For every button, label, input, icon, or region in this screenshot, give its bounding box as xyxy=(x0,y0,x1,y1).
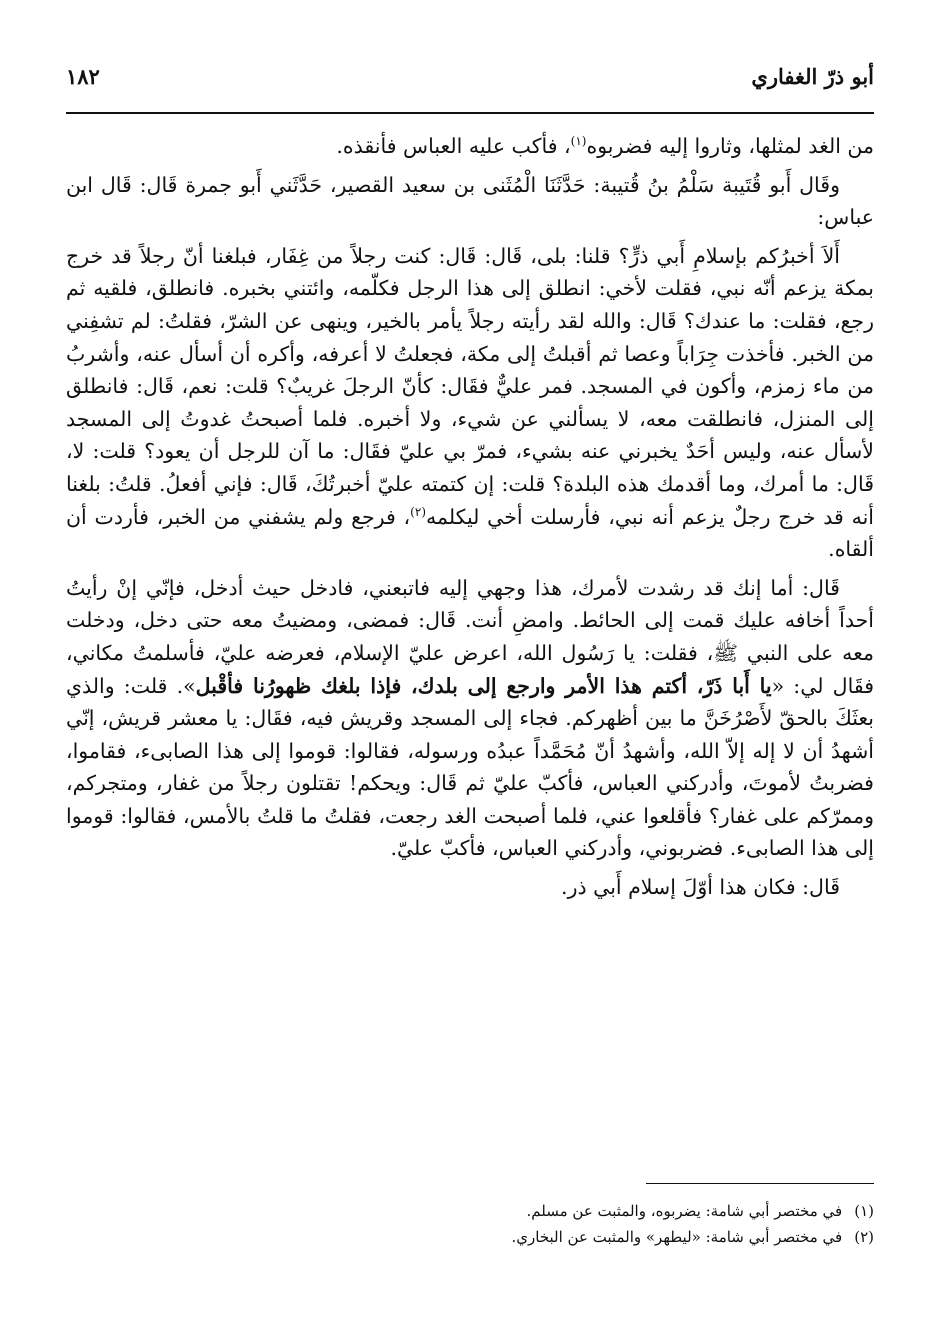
footnote-number: (١) xyxy=(854,1202,874,1220)
footnote-number: (٢) xyxy=(854,1228,874,1246)
paragraph-1: من الغد لمثلها، وثاروا إليه فضربوه$^{(١)}$، فأكب عليه العباس فأنقذه. xyxy=(336,134,874,158)
paragraph-3: أَلاَ أخبرُكم بإسلامِ أَبي ذرٍّ؟ قلنا: بلى، قَال: قَال: كنت رجلاً من غِفَار، فبلغنا أنّ رجلاً قد خرج بمكة يزعم أنّه نبي، فقلت لأخي: انطلق إلى هذا الرجل فكلّمه، وائتني بخبره. فانطلق، فلقيه ثم رجع، فقلت: ما عندك؟ قَال: والله لقد رأيته رجلاً يأمر بالخير، وينهى عن الشرّ، فقلتُ: لم تشفِني من الخبر. فأخذت جِرَاباً وعصا ثم أقبلتُ إلى مكة، فجعلتُ لا أعرفه، وأكره أن أسأل عنه، وأشربُ من ماء زمزم، وأكون في المسجد. فمر عليٌّ فقَال: كأنّ الرجلَ غريبٌ؟ قلت: نعم، قَال: فانطلق إلى المنزل، فانطلقت معه، لا يسألني عن شيء، ولا أخبره. فلما أصبحتُ غدوتُ إلى المسجد لأسأل عنه، وليس أحَدٌ يخبرني عنه بشيء، فمرّ بي عليّ فقَال: ما آن للرجل أن يعود؟ قلت: لا، قَال: ما أمرك، وما أقدمك هذه البلدة؟ قلت: إن كتمته عليّ أخبرتُكَ، قَال: فإني أفعلُ. قلتُ: بلغنا أنه قد خرج رجلٌ يزعم أنه نبي، فأرسلت أخي ليكلمه$^{(٢)}$، فرجع ولم يشفني من الخبر، فأردت أن ألقاه. xyxy=(66,243,874,562)
page-number: ١٨٢ xyxy=(66,64,100,89)
paragraph-2: وقَال أَبو قُتَيبة سَلْمُ بنُ قُتيبة: حَدَّثَنَا الْمُثَنى بن سعيد القصير، حَدَّثَني أَبو جمرة قَال: قَال ابن عباس: xyxy=(66,172,874,230)
footnote-ref-2[interactable]: (٢) xyxy=(410,504,426,519)
footnote-text: في مختصر أبي شامة: يضربوه، والمثبت عن مسلم. xyxy=(526,1202,843,1220)
footnote-1 xyxy=(66,1198,874,1224)
footnote-ref-1[interactable]: (١) xyxy=(570,134,587,149)
header-rule xyxy=(66,112,874,114)
paragraph-4: قَال: أما إنك قد رشدت لأمرك، هذا وجهي إليه فاتبعني، فادخل حيث أدخل، فإنّي إنْ رأيتُ أحداً أخافه عليك قمت إلى الحائط. وامضِ أنت. قَال: فمضى، ومضيتُ معه حتى دخل، ودخلت معه على النبي ﷺ، فقلت: يا رَسُول الله، اعرض عليّ الإسلام، فعرضه عليّ، فأسلمتُ مكاني، فقَال لي: «يا أَبا ذَرّ، أكتم هذا الأمر وارجع إلى بلدك، فإذا بلغك ظهورُنا فأقْبل». قلت: والذي بعثَكَ بالحقّ لأَصْرُخَنَّ ما بين أظهركم. فجاء إلى المسجد وقريش فيه، فقَال: يا معشر قريش، إنّي أشهدُ أن لا إله إلاّ الله، وأشهدُ أنّ مُحَمَّداً عبدُه ورسوله، فقالوا: قوموا إلى هذا الصابىء، فقاموا، فضربتُ لأموتَ، وأدركني العباس، فأكبّ عليّ ثم قَال: ويحكم! تقتلون رجلاً من غفار، ومتجركم، وممرّكم على غفار؟ فأقلعوا عني، فلما أصبحت الغد رجعت، فقلتُ ما قلتُ بالأمس، فقالوا: قوموا إلى هذا الصابىء. فضربوني، وأدركني العباس، فأكبّ عليّ. xyxy=(66,575,874,861)
footnotes xyxy=(66,1198,874,1250)
hadith-quote: يا أَبا ذَرّ، أكتم هذا الأمر وارجع إلى بلدك، فإذا بلغك ظهورُنا فأقْبل xyxy=(195,673,772,698)
chapter-title: أبو ذرّ الغفاري xyxy=(751,64,874,89)
footnote-rule xyxy=(646,1183,874,1184)
footnote-2 xyxy=(66,1224,874,1250)
running-header xyxy=(66,60,874,100)
paragraph-5: قَال: فكان هذا أوّلَ إسلام أَبي ذر. xyxy=(561,875,840,900)
main-text xyxy=(66,130,874,910)
footnote-text: في مختصر أبي شامة: «ليطهر» والمثبت عن البخاري. xyxy=(511,1228,843,1246)
